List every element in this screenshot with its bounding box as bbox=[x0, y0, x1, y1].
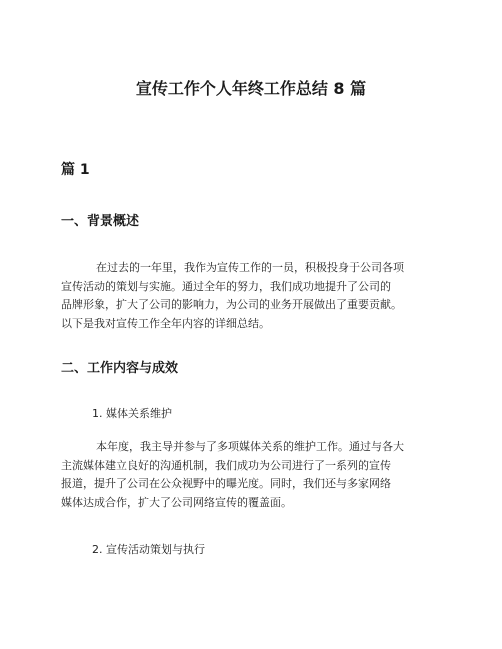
paragraph-line: 报道，提升了公司在公众视野中的曝光度。同时，我们还与多家网络 bbox=[61, 477, 391, 490]
document-title: 宣传工作个人年终工作总结 8 篇 bbox=[135, 79, 367, 98]
list-item-campaign-planning: 2. 宣传活动策划与执行 bbox=[92, 543, 205, 556]
section-heading-work-content: 二、工作内容与成效 bbox=[61, 361, 179, 376]
paragraph-line: 在过去的一年里，我作为宣传工作的一员，积极投身于公司各项 bbox=[96, 261, 404, 274]
section-heading-background: 一、背景概述 bbox=[61, 214, 140, 229]
paragraph-line: 本年度，我主导并参与了多项媒体关系的维护工作。通过与各大 bbox=[96, 440, 404, 453]
paragraph-line: 主流媒体建立良好的沟通机制，我们成功为公司进行了一系列的宣传 bbox=[61, 458, 391, 472]
media-relations-paragraph bbox=[61, 438, 441, 512]
paragraph-line: 宣传活动的策划与实施。通过全年的努力，我们成功地提升了公司的 bbox=[61, 279, 391, 293]
paragraph-line: 品牌形象，扩大了公司的影响力，为公司的业务开展做出了重要贡献。 bbox=[61, 298, 402, 311]
paragraph-line: 媒体达成合作，扩大了公司网络宣传的覆盖面。 bbox=[61, 495, 292, 509]
list-item-media-relations: 1. 媒体关系维护 bbox=[92, 407, 172, 420]
background-paragraph bbox=[61, 259, 441, 333]
paragraph-line: 以下是我对宣传工作全年内容的详细总结。 bbox=[61, 316, 270, 330]
part-heading: 篇 1 bbox=[61, 162, 90, 178]
